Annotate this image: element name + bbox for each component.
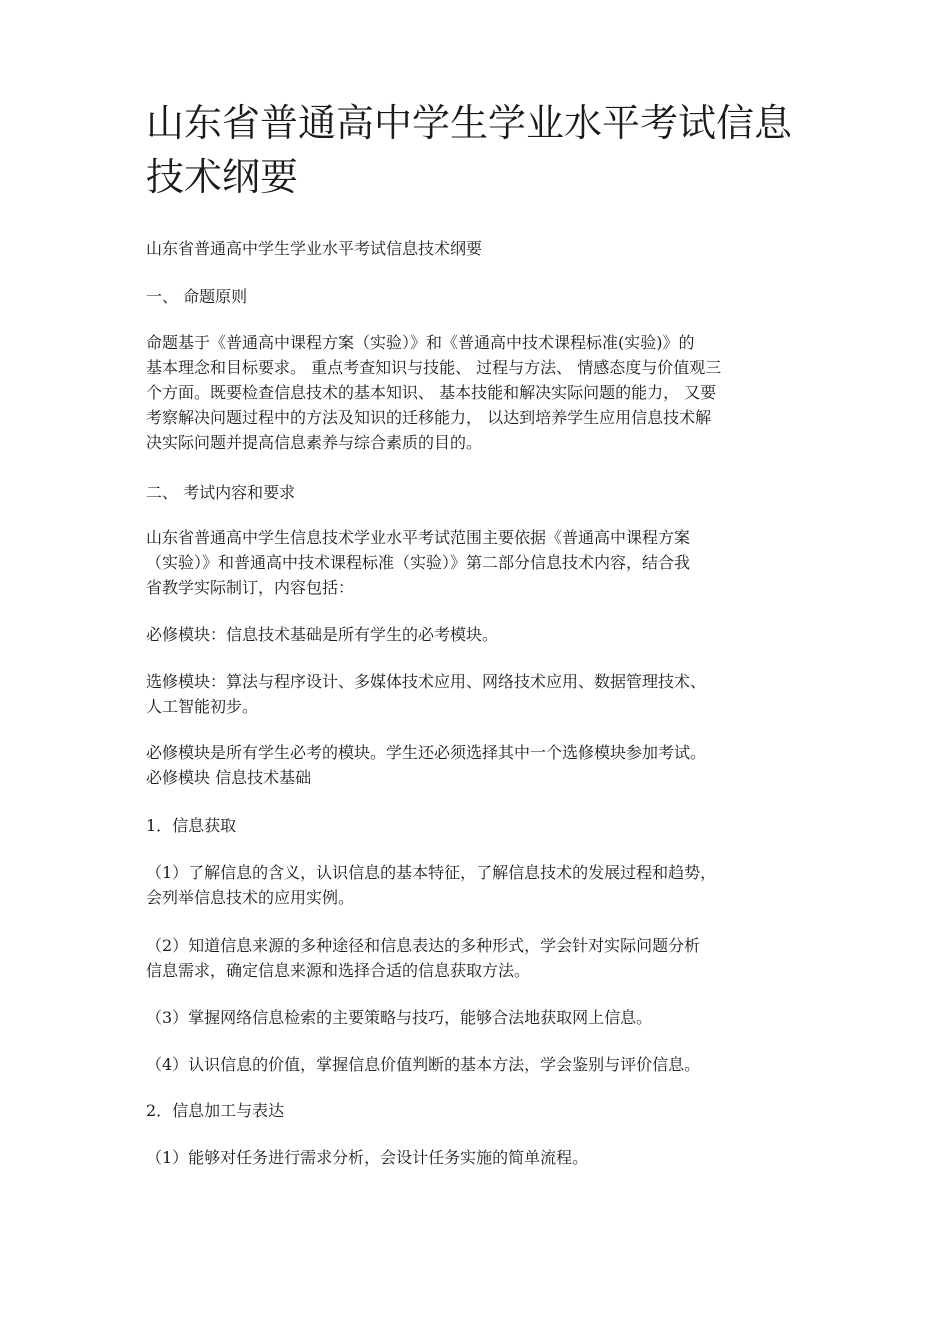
required-module-text: 必修模块：信息技术基础是所有学生的必考模块。	[146, 625, 499, 644]
paragraph-line: 人工智能初步。	[146, 697, 259, 716]
paragraph-line: （1）了解信息的含义，认识信息的基本特征，了解信息技术的发展过程和趋势，	[146, 863, 717, 882]
paragraph-line: （2）知道信息来源的多种途径和信息表达的多种形式，学会针对实际问题分析	[146, 936, 701, 955]
item1-2-paragraph	[146, 933, 818, 983]
item1-3-text: （3）掌握网络信息检索的主要策略与技巧，能够合法地获取网上信息。	[146, 1008, 653, 1027]
item2-1-text: （1）能够对任务进行需求分析，会设计任务实施的简单流程。	[146, 1148, 589, 1167]
item1-heading: 1．信息获取	[146, 816, 237, 835]
section1-paragraph	[146, 330, 818, 455]
paragraph-line: 考察解决问题过程中的方法及知识的迁移能力， 以达到培养学生应用信息技术解	[146, 408, 712, 427]
paragraph-line: 必修模块是所有学生必考的模块。学生还必须选择其中一个选修模块参加考试。	[146, 743, 707, 762]
paragraph-line: 个方面。既要检查信息技术的基本知识、 基本技能和解决实际问题的能力， 又要	[146, 383, 717, 402]
paragraph-line: （实验）》和普通高中技术课程标准（实验）》第二部分信息技术内容，结合我	[146, 553, 691, 572]
title-line: 技术纲要	[146, 155, 299, 199]
document-subtitle: 山东省普通高中学生学业水平考试信息技术纲要	[146, 239, 483, 258]
paragraph-line: 命题基于《普通高中课程方案（实验）》和《普通高中技术课程标准(实验)》的	[146, 333, 695, 352]
document-title	[146, 96, 826, 204]
paragraph-line: 省教学实际制订，内容包括：	[146, 578, 355, 597]
item2-heading: 2．信息加工与表达	[146, 1101, 285, 1120]
paragraph-line: 基本理念和目标要求。 重点考查知识与技能、 过程与方法、 情感态度与价值观三	[146, 358, 722, 377]
section1-heading: 一、 命题原则	[146, 287, 248, 306]
section2-paragraph	[146, 525, 818, 600]
item1-1-paragraph	[146, 860, 818, 910]
paragraph-line: 决实际问题并提高信息素养与综合素质的目的。	[146, 433, 483, 452]
paragraph-line: 信息需求，确定信息来源和选择合适的信息获取方法。	[146, 961, 531, 980]
paragraph-line: 会列举信息技术的应用实例。	[146, 888, 355, 907]
section2-heading: 二、 考试内容和要求	[146, 483, 296, 502]
title-line: 山东省普通高中学生学业水平考试信息	[146, 101, 793, 145]
elective-module-paragraph	[146, 669, 818, 719]
paragraph-line: 必修模块 信息技术基础	[146, 768, 312, 787]
paragraph-line: 选修模块：算法与程序设计、多媒体技术应用、网络技术应用、数据管理技术、	[146, 672, 707, 691]
note-paragraph	[146, 740, 818, 790]
paragraph-line: 山东省普通高中学生信息技术学业水平考试范围主要依据《普通高中课程方案	[146, 528, 691, 547]
item1-4-text: （4）认识信息的价值，掌握信息价值判断的基本方法，学会鉴别与评价信息。	[146, 1055, 701, 1074]
